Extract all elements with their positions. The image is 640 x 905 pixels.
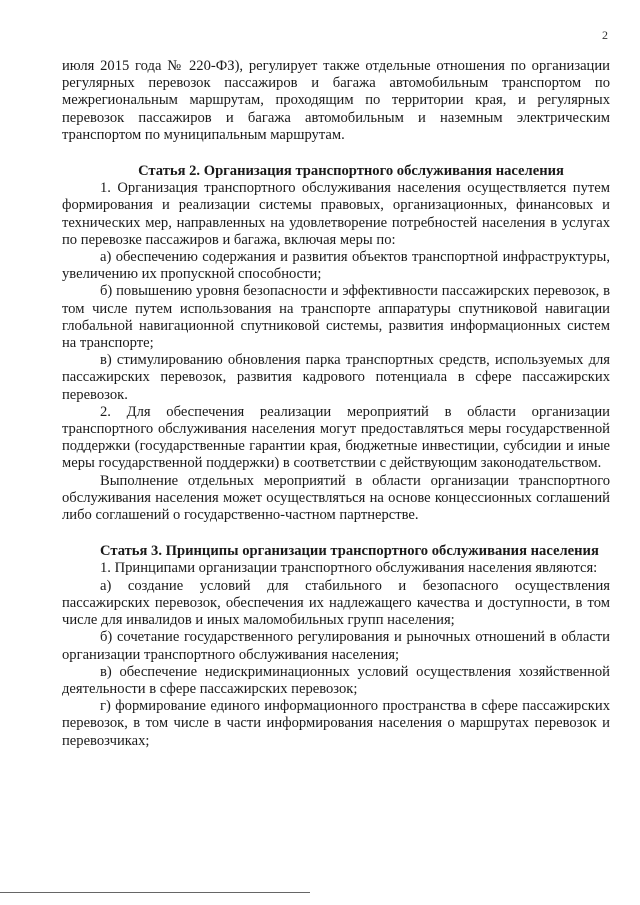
article-3-item-a: а) создание условий для стабильного и безопасного осуществления пассажирских перевозок, обеспечения их надлежащего качества и доступности, в том числе для инвалидов и иных маломобильных групп населения;	[62, 577, 610, 629]
document-body	[62, 58, 610, 750]
article-2-item-c: в) стимулированию обновления парка транспортных средств, используемых для пассажирских перевозок, развития кадрового потенциала в сфере пассажирских перевозок.	[62, 352, 610, 403]
article-2-item-b: б) повышению уровня безопасности и эффективности пассажирских перевозок, в том числе путем использования на транспорте аппаратуры спутниковой навигации глобальной навигационной спутниковой системы, развития информационных систем на транспорте;	[62, 283, 610, 352]
article-3-item-c: в) обеспечение недискриминационных условий осуществления хозяйственной деятельности в сфере пассажирских перевозок;	[62, 663, 610, 697]
footer-rule	[0, 892, 310, 893]
article-3-heading: Статья 3. Принципы организации транспортного обслуживания населения	[100, 543, 599, 560]
article-3-paragraph-1: 1. Принципами организации транспортного обслуживания населения являются:	[100, 560, 598, 577]
article-3-item-b: б) сочетание государственного регулирования и рыночных отношений в области организации транспортного обслуживания населения;	[62, 629, 610, 663]
article-2-heading: Статья 2. Организация транспортного обслуживания населения	[138, 163, 564, 180]
article-2-paragraph-1: 1. Организация транспортного обслуживания населения осуществляется путем формирования и реализации системы правовых, организационных, финансовых и технических мер, направленных на удовлетворение потребностей населения в услугах по перевозке пассажиров и багажа, включая меры по:	[62, 180, 610, 248]
page-number: 2	[602, 28, 608, 42]
intro-paragraph: июля 2015 года № 220-ФЗ), регулирует также отдельные отношения по организации регулярных перевозок пассажиров и багажа автомобильным транспортом по межрегиональным маршрутам, проходящим по территории края, и регулярных перевозок пассажиров и багажа автомобильным и наземным электрическим транспортом по муниципальным маршрутам.	[62, 58, 610, 143]
article-2-paragraph-3: Выполнение отдельных мероприятий в области организации транспортного обслуживания населения может осуществляться на основе концессионных соглашений либо соглашений о государственно-частном партнерстве.	[62, 472, 610, 524]
article-2-paragraph-2: 2. Для обеспечения реализации мероприятий в области организации транспортного обслуживания населения могут предоставляться меры государственной поддержки (государственные гарантии края, бюджетные инвестиции, субсидии и иные меры государственной поддержки) в соответствии с действующим законодательством.	[62, 403, 610, 472]
article-3-item-d: г) формирование единого информационного пространства в сфере пассажирских перевозок, в том числе в части информирования населения о маршрутах перевозок и перевозчиках;	[62, 698, 610, 749]
article-2-item-a: а) обеспечению содержания и развития объектов транспортной инфраструктуры, увеличению их пропускной способности;	[62, 249, 610, 283]
